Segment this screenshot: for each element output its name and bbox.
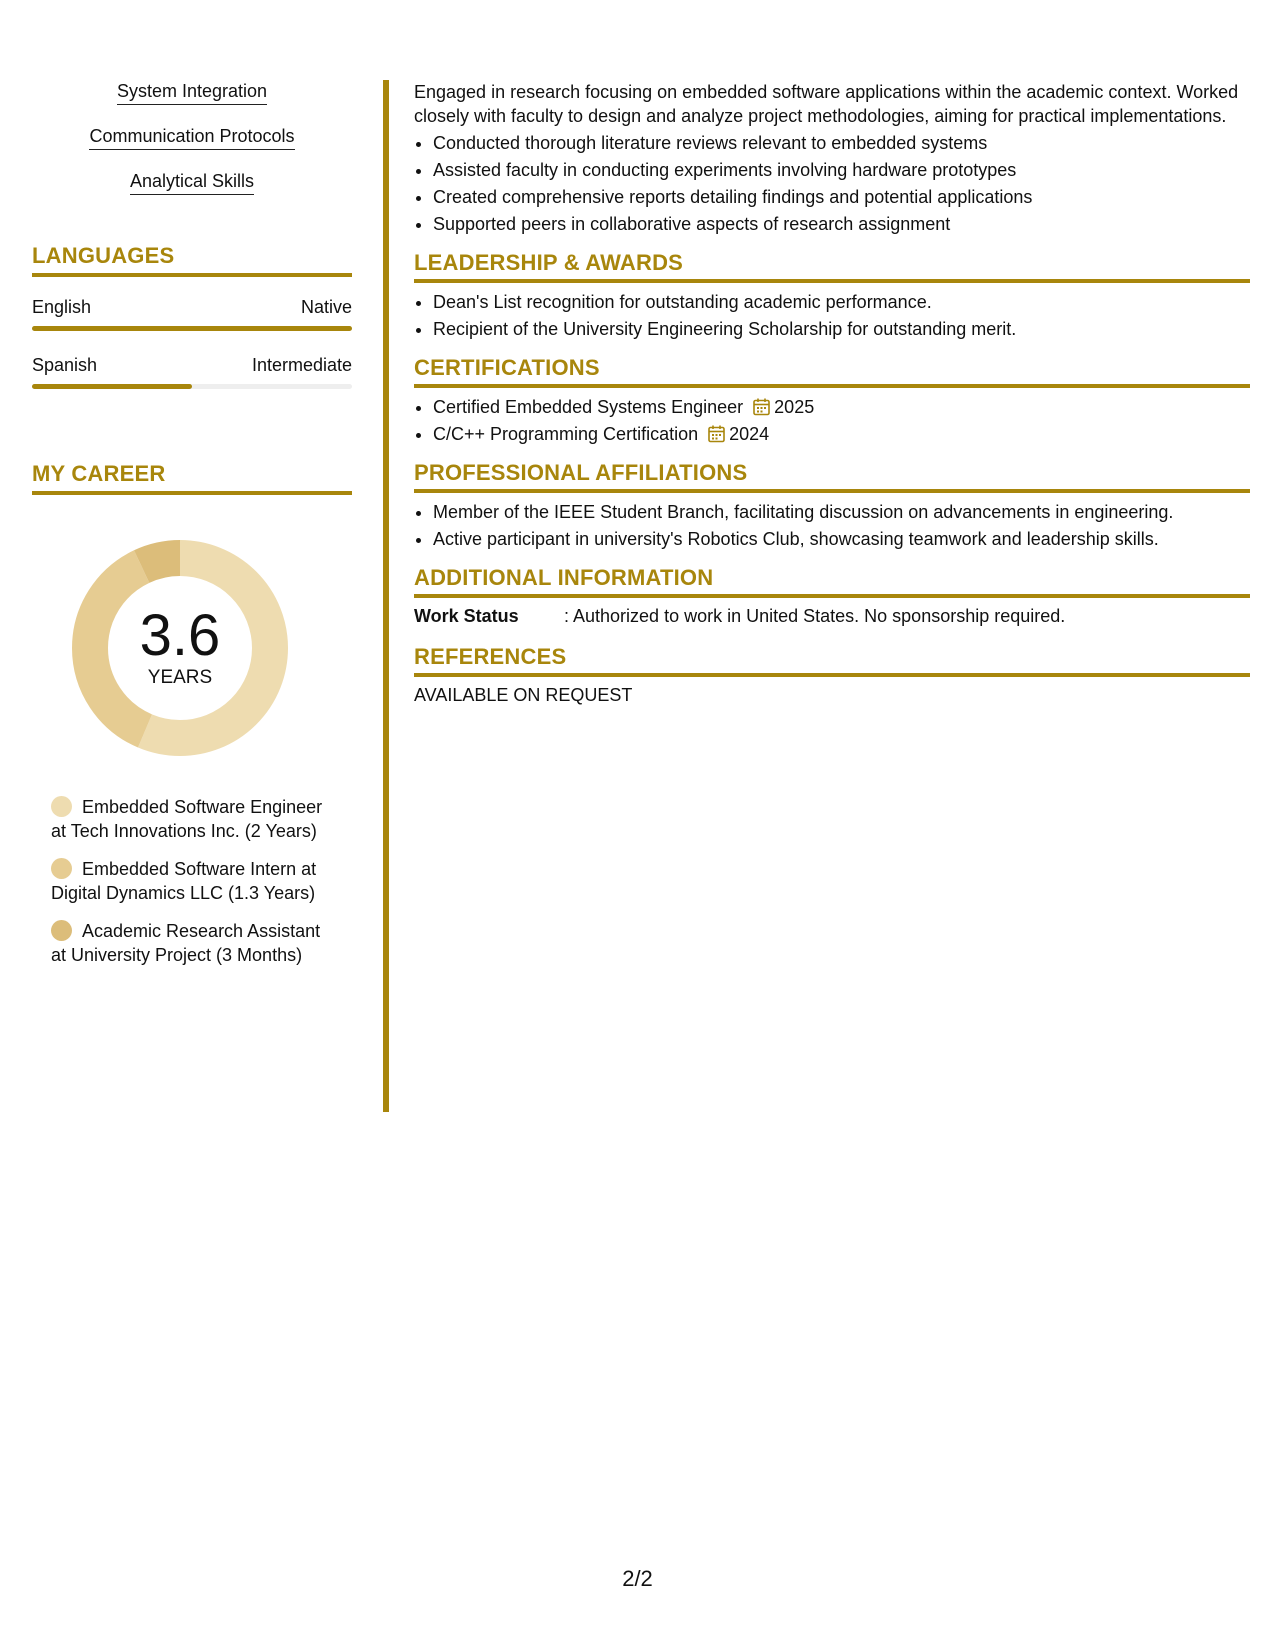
list-item: • Dean's List recognition for outstanding academic performance. — [433, 289, 1250, 316]
language-proficiency-bar — [32, 384, 352, 389]
language-level: Intermediate — [251, 355, 352, 375]
language-item — [32, 355, 352, 389]
legend-dot — [51, 920, 72, 941]
certification-item — [433, 394, 1250, 421]
research-bullets — [414, 130, 1250, 238]
references-heading: REFERENCES — [414, 644, 1250, 677]
career-total-value: 3.6 — [139, 603, 221, 668]
leadership-heading: LEADERSHIP & AWARDS — [414, 250, 1250, 283]
calendar-icon — [708, 425, 725, 443]
language-item — [32, 297, 352, 331]
left-column — [32, 80, 352, 981]
work-status-label: Work Status — [414, 606, 519, 626]
certification-year: 2024 — [729, 424, 770, 444]
language-proficiency-fill — [32, 384, 192, 389]
list-item: • Member of the IEEE Student Branch, facilitating discussion on advancements in engineering. — [433, 499, 1250, 526]
language-level: Native — [300, 297, 352, 317]
certifications-list — [414, 394, 1250, 448]
legend-dot — [51, 858, 72, 879]
certification-item — [433, 421, 1250, 448]
career-heading: MY CAREER — [32, 461, 352, 495]
affiliations-heading: PROFESSIONAL AFFILIATIONS — [414, 460, 1250, 493]
career-legend-item — [51, 795, 326, 843]
calendar-icon — [753, 398, 770, 416]
references-text: AVAILABLE ON REQUEST — [414, 685, 633, 705]
research-description: Engaged in research focusing on embedded software applications within the academic context. Worked closely with faculty to design and analyze project methodologies, aiming for practical implementations. — [414, 82, 1239, 126]
additional-info-heading: ADDITIONAL INFORMATION — [414, 565, 1250, 598]
legend-dot — [51, 796, 72, 817]
legend-label: Academic Research Assistant at University Project (3 Months) — [51, 921, 321, 965]
legend-label: Embedded Software Intern at Digital Dynamics LLC (1.3 Years) — [51, 859, 317, 903]
career-donut-chart — [65, 533, 295, 763]
career-legend-item — [51, 857, 326, 905]
legend-label: Embedded Software Engineer at Tech Innovations Inc. (2 Years) — [51, 797, 323, 841]
career-total-unit: YEARS — [147, 667, 213, 688]
skill-item: Communication Protocols — [89, 125, 294, 150]
language-proficiency-bar — [32, 326, 352, 331]
list-item: • Created comprehensive reports detailing findings and potential applications — [433, 184, 1250, 211]
work-status-value: : Authorized to work in United States. No sponsorship required. — [564, 606, 1066, 626]
list-item: • Active participant in university's Robotics Club, showcasing teamwork and leadership skills. — [433, 526, 1250, 553]
right-column — [414, 80, 1250, 707]
list-item: • Assisted faculty in conducting experiments involving hardware prototypes — [433, 157, 1250, 184]
list-item: • Supported peers in collaborative aspects of research assignment — [433, 211, 1250, 238]
skills-list — [32, 80, 352, 215]
language-name: English — [32, 297, 92, 317]
page-number: 2/2 — [622, 1566, 653, 1591]
donut-center — [65, 533, 295, 763]
certification-name: C/C++ Programming Certification — [433, 424, 699, 444]
column-divider — [383, 80, 389, 1112]
skill-item: System Integration — [117, 80, 267, 105]
list-item: • Recipient of the University Engineering Scholarship for outstanding merit. — [433, 316, 1250, 343]
work-status-row — [414, 604, 1250, 628]
skill-item: Analytical Skills — [130, 170, 254, 195]
certification-name: Certified Embedded Systems Engineer — [433, 397, 744, 417]
leadership-bullets — [414, 289, 1250, 343]
career-legend — [51, 795, 326, 967]
certification-year: 2025 — [774, 397, 815, 417]
language-name: Spanish — [32, 355, 98, 375]
list-item: • Conducted thorough literature reviews relevant to embedded systems — [433, 130, 1250, 157]
certifications-heading: CERTIFICATIONS — [414, 355, 1250, 388]
languages-heading: LANGUAGES — [32, 243, 352, 277]
language-proficiency-fill — [32, 326, 352, 331]
affiliations-bullets — [414, 499, 1250, 553]
career-legend-item — [51, 919, 326, 967]
